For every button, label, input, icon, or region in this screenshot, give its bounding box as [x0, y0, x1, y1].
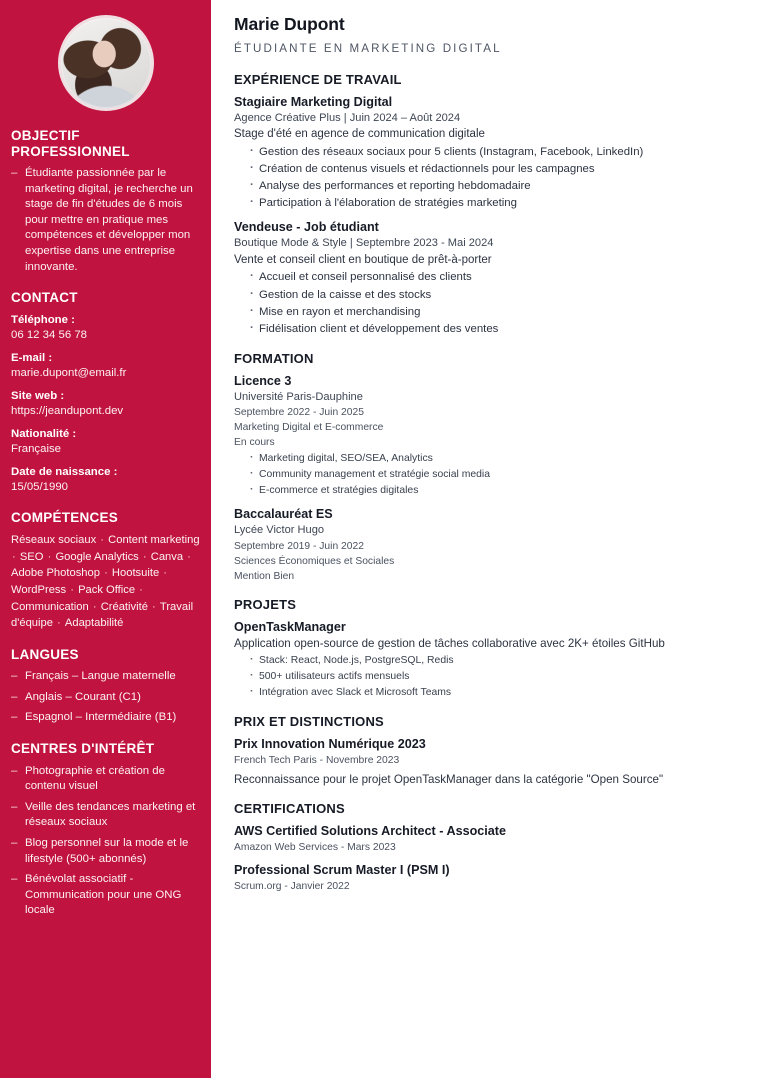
- entry-title: Baccalauréat ES: [234, 507, 333, 522]
- contact-value: Française: [11, 442, 62, 455]
- contact-item-email: [11, 351, 200, 381]
- list-item: – Bénévolat associatif - Communication pour une ONG locale: [11, 872, 200, 919]
- entry-school: Université Paris-Dauphine: [234, 390, 363, 403]
- entry-description: Application open-source de gestion de tâches collaborative avec 2K+ étoiles GitHub: [234, 636, 665, 650]
- skill-separator: ·: [184, 550, 191, 563]
- entry-meta: Scrum.org - Janvier 2022: [234, 880, 350, 892]
- list-item: – Français – Langue maternelle: [11, 669, 200, 685]
- entry-dates: Septembre 2022 - Juin 2025: [234, 407, 364, 419]
- sidebar: [0, 0, 211, 1078]
- skill-separator: ·: [53, 617, 64, 630]
- skill-separator: ·: [67, 584, 78, 596]
- entry-bullets: [250, 144, 716, 213]
- contact-heading: CONTACT: [11, 290, 78, 306]
- photo-container: [11, 15, 200, 111]
- education-heading: FORMATION: [234, 351, 314, 367]
- interests-list: [11, 764, 200, 919]
- list-item: · Community management et stratégie social media: [250, 467, 716, 483]
- skill-tag: Adobe Photoshop: [11, 567, 100, 580]
- skill-tag: Content marketing: [108, 534, 200, 547]
- certification-entry: [234, 862, 716, 894]
- interests-heading: CENTRES D'INTÉRÊT: [11, 741, 155, 757]
- contact-label: Nationalité :: [11, 427, 77, 440]
- skill-tag: Hootsuite: [111, 567, 160, 580]
- contact-item-nationality: [11, 427, 200, 457]
- list-item: – Espagnol – Intermédiaire (B1): [11, 710, 200, 726]
- list-item: – Anglais – Courant (C1): [11, 690, 200, 706]
- list-item: · Marketing digital, SEO/SEA, Analytics: [250, 451, 716, 467]
- skill-separator: ·: [12, 550, 19, 563]
- contact-item-website: [11, 389, 200, 419]
- skill-separator: ·: [100, 567, 111, 580]
- awards-heading: PRIX ET DISTINCTIONS: [234, 713, 384, 729]
- projects-heading: PROJETS: [234, 596, 297, 612]
- skill-tag: Canva: [150, 550, 184, 563]
- objective-heading: OBJECTIF PROFESSIONNEL: [11, 128, 130, 159]
- entry-meta: French Tech Paris - Novembre 2023: [234, 754, 400, 766]
- job-subtitle: ÉTUDIANTE EN MARKETING DIGITAL: [234, 42, 502, 55]
- section-experience: [234, 72, 716, 338]
- entry-meta: Boutique Mode & Style | Septembre 2023 - Mai 2024: [234, 237, 494, 250]
- skill-separator: ·: [148, 600, 159, 613]
- list-item: · Participation à l'élaboration de stratégies marketing: [250, 195, 716, 212]
- list-item: · Accueil et conseil personnalisé des clients: [250, 269, 716, 286]
- project-entry: [234, 619, 716, 701]
- list-item: · Analyse des performances et reporting hebdomadaire: [250, 178, 716, 195]
- skill-separator: ·: [160, 567, 168, 580]
- entry-dates: Septembre 2019 - Juin 2022: [234, 540, 364, 552]
- experience-entry: [234, 94, 716, 213]
- section-certifications: [234, 801, 716, 894]
- certifications-heading: CERTIFICATIONS: [234, 800, 345, 816]
- sidebar-section-contact: [11, 290, 200, 495]
- entry-title: Licence 3: [234, 373, 292, 388]
- section-awards: [234, 714, 716, 788]
- page-title: Marie Dupont: [234, 14, 345, 34]
- entry-field: Sciences Économiques et Sociales: [234, 555, 395, 567]
- entry-field: Marketing Digital et E-commerce: [234, 422, 384, 434]
- list-item: · Gestion de la caisse et des stocks: [250, 287, 716, 304]
- languages-heading: LANGUES: [11, 646, 79, 662]
- entry-meta: Amazon Web Services - Mars 2023: [234, 841, 396, 853]
- entry-description: Stage d'été en agence de communication digitale: [234, 128, 485, 141]
- contact-value[interactable]: https://jeandupont.dev: [11, 404, 124, 417]
- entry-bullets: [250, 451, 716, 499]
- list-item: · Fidélisation client et développement des ventes: [250, 321, 716, 338]
- entry-title: Prix Innovation Numérique 2023: [234, 736, 426, 751]
- entry-bullets: [250, 653, 716, 701]
- skill-tag: Adaptabilité: [64, 617, 124, 630]
- entry-meta: Agence Créative Plus | Juin 2024 – Août 2024: [234, 111, 461, 124]
- list-item: · Gestion des réseaux sociaux pour 5 clients (Instagram, Facebook, LinkedIn): [250, 144, 716, 161]
- entry-title: Vendeuse - Job étudiant: [234, 220, 379, 235]
- contact-value[interactable]: marie.dupont@email.fr: [11, 366, 127, 379]
- skill-tag: SEO: [19, 550, 44, 563]
- education-entry: [234, 373, 716, 500]
- contact-item-phone: [11, 313, 200, 343]
- list-item: – Veille des tendances marketing et réseaux sociaux: [11, 800, 200, 831]
- entry-status: En cours: [234, 437, 275, 449]
- entry-school: Lycée Victor Hugo: [234, 524, 325, 537]
- contact-label: Site web :: [11, 389, 65, 402]
- skill-tag: Google Analytics: [55, 550, 139, 563]
- skill-separator: ·: [44, 550, 55, 563]
- entry-bullets: [250, 269, 716, 338]
- sidebar-section-objective: [11, 128, 200, 275]
- skill-separator: ·: [139, 550, 150, 563]
- sidebar-section-interests: [11, 741, 200, 919]
- skill-tag: Réseaux sociaux: [11, 534, 97, 547]
- entry-description: Reconnaissance pour le projet OpenTaskManager dans la catégorie "Open Source": [234, 772, 664, 786]
- skill-separator: ·: [136, 584, 143, 596]
- skill-separator: ·: [97, 534, 108, 547]
- contact-value: 15/05/1990: [11, 480, 69, 493]
- education-entry: [234, 506, 716, 584]
- skill-tag: WordPress: [11, 584, 67, 596]
- experience-heading: EXPÉRIENCE DE TRAVAIL: [234, 71, 402, 87]
- sidebar-section-languages: [11, 647, 200, 726]
- list-item: – Blog personnel sur la mode et le lifestyle (500+ abonnés): [11, 836, 200, 867]
- list-item: · Stack: React, Node.js, PostgreSQL, Redis: [250, 653, 716, 669]
- skill-tag: Communication: [11, 600, 89, 613]
- skills-list: [11, 532, 200, 632]
- languages-list: [11, 669, 200, 726]
- entry-title: AWS Certified Solutions Architect - Associate: [234, 823, 506, 838]
- objective-text: – Étudiante passionnée par le marketing digital, je recherche un stage de fin d'études de 6 mois pour mettre en pratique mes compétences et développer mon expertise dans une entreprise innovante.: [11, 166, 200, 275]
- skill-tag: Travail d'équipe: [11, 600, 194, 630]
- avatar: [58, 15, 154, 111]
- list-item: · Mise en rayon et merchandising: [250, 304, 716, 321]
- skill-separator: ·: [89, 600, 100, 613]
- entry-status: Mention Bien: [234, 570, 295, 582]
- sidebar-section-skills: [11, 510, 200, 632]
- contact-label: Date de naissance :: [11, 465, 118, 478]
- list-item: · Création de contenus visuels et rédactionnels pour les campagnes: [250, 161, 716, 178]
- experience-entry: [234, 219, 716, 338]
- list-item: · Intégration avec Slack et Microsoft Teams: [250, 685, 716, 701]
- entry-title: Stagiaire Marketing Digital: [234, 94, 393, 109]
- section-projects: [234, 597, 716, 701]
- contact-value: 06 12 34 56 78: [11, 328, 88, 341]
- contact-label: Téléphone :: [11, 313, 75, 326]
- skill-tag: Pack Office: [78, 584, 136, 596]
- entry-title: Professional Scrum Master I (PSM I): [234, 862, 450, 877]
- list-item: · 500+ utilisateurs actifs mensuels: [250, 669, 716, 685]
- contact-item-birthdate: [11, 465, 200, 495]
- certification-entry: [234, 823, 716, 855]
- award-entry: [234, 736, 716, 788]
- entry-description: Vente et conseil client en boutique de prêt-à-porter: [234, 253, 492, 266]
- list-item: · E-commerce et stratégies digitales: [250, 483, 716, 499]
- section-education: [234, 351, 716, 584]
- entry-title: OpenTaskManager: [234, 619, 346, 634]
- main-content: [211, 0, 766, 1078]
- skill-tag: Créativité: [100, 600, 148, 613]
- contact-label: E-mail :: [11, 351, 53, 364]
- skills-heading: COMPÉTENCES: [11, 509, 119, 525]
- list-item: – Photographie et création de contenu visuel: [11, 764, 200, 795]
